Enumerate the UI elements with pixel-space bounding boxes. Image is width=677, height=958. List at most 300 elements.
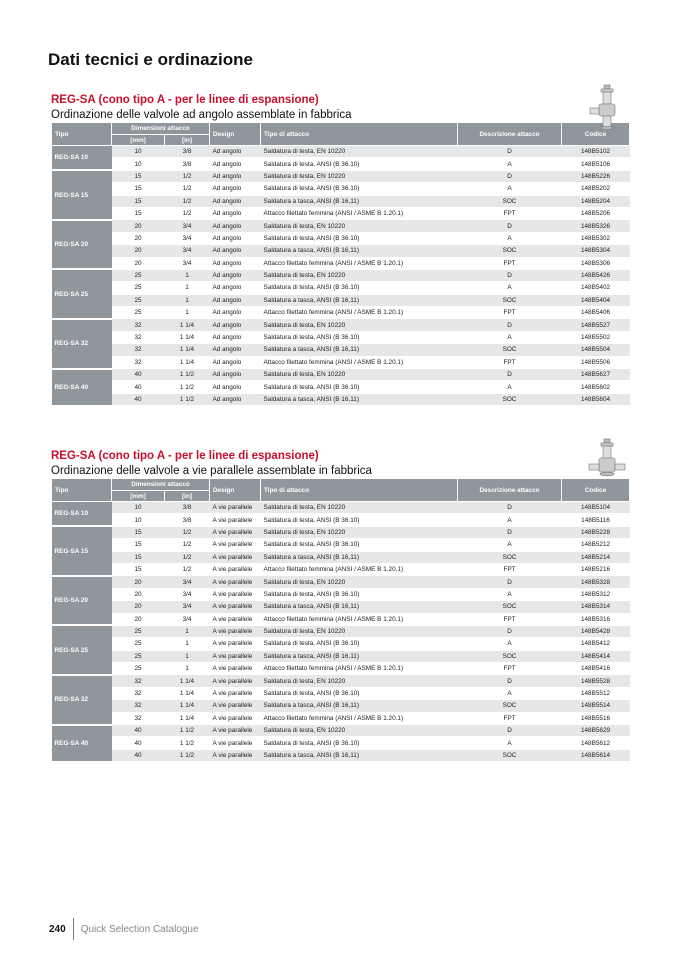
table-row	[52, 245, 630, 257]
col-header-design: Design	[210, 479, 261, 502]
tipo-attacco-cell: Saldatura di testa, ANSI (B 36.10)	[261, 183, 458, 195]
table-row	[52, 269, 630, 281]
codice-cell: 148B5302	[562, 232, 630, 244]
descrizione-cell: FPT	[458, 307, 562, 319]
in-cell: 1 1/4	[165, 700, 210, 712]
table-row	[52, 331, 630, 343]
in-cell: 3/4	[165, 576, 210, 588]
codice-cell: 148B5406	[562, 307, 630, 319]
in-cell: 1 1/4	[165, 319, 210, 331]
descrizione-cell: SOC	[458, 294, 562, 306]
design-cell: Ad angolo	[210, 381, 261, 393]
codice-cell: 148B5426	[562, 269, 630, 281]
descrizione-cell: D	[458, 675, 562, 687]
tipo-attacco-cell: Saldatura di testa, EN 10220	[261, 319, 458, 331]
col-header-tipo-attacco: Tipo di attacco	[261, 479, 458, 502]
mm-cell: 15	[112, 539, 165, 551]
design-cell: A vie parallele	[210, 638, 261, 650]
descrizione-cell: FPT	[458, 613, 562, 625]
codice-cell: 148B5314	[562, 601, 630, 613]
codice-cell: 148B5512	[562, 687, 630, 699]
in-cell: 1/2	[165, 539, 210, 551]
mm-cell: 25	[112, 638, 165, 650]
design-cell: A vie parallele	[210, 650, 261, 662]
tipo-attacco-cell: Saldatura di testa, ANSI (B 36.10)	[261, 158, 458, 170]
in-cell: 1 1/2	[165, 381, 210, 393]
table-row	[52, 381, 630, 393]
descrizione-cell: FPT	[458, 563, 562, 575]
tipo-attacco-cell: Saldatura a tasca, ANSI (B 16,11)	[261, 195, 458, 207]
codice-cell: 148B5116	[562, 514, 630, 526]
tipo-attacco-cell: Attacco filettato femmina (ANSI / ASME B 1.20.1)	[261, 356, 458, 368]
design-cell: A vie parallele	[210, 514, 261, 526]
group-type-cell: REG-SA 40	[52, 369, 112, 406]
in-cell: 1 1/2	[165, 725, 210, 737]
group-type-cell: REG-SA 32	[52, 319, 112, 369]
descrizione-cell: D	[458, 319, 562, 331]
codice-cell: 148B5226	[562, 170, 630, 182]
group-type-cell: REG-SA 20	[52, 576, 112, 626]
design-cell: A vie parallele	[210, 576, 261, 588]
descrizione-cell: D	[458, 269, 562, 281]
descrizione-cell: SOC	[458, 195, 562, 207]
table-row	[52, 369, 630, 381]
in-cell: 1	[165, 650, 210, 662]
codice-cell: 148B5402	[562, 282, 630, 294]
mm-cell: 20	[112, 576, 165, 588]
mm-cell: 15	[112, 551, 165, 563]
in-cell: 1 1/2	[165, 393, 210, 405]
tipo-attacco-cell: Saldatura di testa, EN 10220	[261, 725, 458, 737]
table-row	[52, 650, 630, 662]
mm-cell: 25	[112, 625, 165, 637]
mm-cell: 32	[112, 331, 165, 343]
table-row	[52, 625, 630, 637]
table-row	[52, 307, 630, 319]
design-cell: Ad angolo	[210, 369, 261, 381]
mm-cell: 15	[112, 207, 165, 219]
tipo-attacco-cell: Saldatura di testa, ANSI (B 36.10)	[261, 381, 458, 393]
page-number: 240	[49, 923, 66, 935]
table-row	[52, 749, 630, 761]
tipo-attacco-cell: Saldatura di testa, EN 10220	[261, 675, 458, 687]
codice-cell: 148B5202	[562, 183, 630, 195]
design-cell: A vie parallele	[210, 712, 261, 724]
descrizione-cell: A	[458, 183, 562, 195]
tipo-attacco-cell: Saldatura a tasca, ANSI (B 16,11)	[261, 294, 458, 306]
design-cell: Ad angolo	[210, 195, 261, 207]
col-header-in: [in]	[165, 135, 210, 146]
design-cell: A vie parallele	[210, 675, 261, 687]
codice-cell: 148B5312	[562, 588, 630, 600]
table-row	[52, 356, 630, 368]
design-cell: A vie parallele	[210, 563, 261, 575]
group-type-cell: REG-SA 25	[52, 625, 112, 675]
mm-cell: 25	[112, 282, 165, 294]
tipo-attacco-cell: Attacco filettato femmina (ANSI / ASME B 1.20.1)	[261, 712, 458, 724]
codice-cell: 148B5204	[562, 195, 630, 207]
design-cell: A vie parallele	[210, 551, 261, 563]
table-row	[52, 675, 630, 687]
tipo-attacco-cell: Saldatura di testa, ANSI (B 36.10)	[261, 588, 458, 600]
table-row	[52, 687, 630, 699]
tipo-attacco-cell: Saldatura di testa, EN 10220	[261, 170, 458, 182]
table-row	[52, 588, 630, 600]
table-row	[52, 207, 630, 219]
table-row	[52, 700, 630, 712]
tipo-attacco-cell: Saldatura di testa, EN 10220	[261, 269, 458, 281]
codice-cell: 148B5404	[562, 294, 630, 306]
table-row	[52, 725, 630, 737]
parallel-valve-image	[585, 437, 629, 485]
mm-cell: 20	[112, 232, 165, 244]
codice-cell: 148B5412	[562, 638, 630, 650]
in-cell: 1 1/4	[165, 712, 210, 724]
table-row	[52, 146, 630, 158]
in-cell: 1	[165, 625, 210, 637]
codice-cell: 148B5306	[562, 257, 630, 269]
col-header-codice: Codice	[562, 123, 630, 146]
in-cell: 3/8	[165, 158, 210, 170]
in-cell: 3/4	[165, 245, 210, 257]
descrizione-cell: SOC	[458, 650, 562, 662]
codice-cell: 148B5627	[562, 369, 630, 381]
tipo-attacco-cell: Saldatura a tasca, ANSI (B 16,11)	[261, 601, 458, 613]
mm-cell: 25	[112, 663, 165, 675]
mm-cell: 10	[112, 146, 165, 158]
design-cell: A vie parallele	[210, 725, 261, 737]
descrizione-cell: SOC	[458, 700, 562, 712]
tipo-attacco-cell: Saldatura di testa, ANSI (B 36.10)	[261, 282, 458, 294]
design-cell: A vie parallele	[210, 687, 261, 699]
col-header-mm: [mm]	[112, 135, 165, 146]
page-footer	[49, 918, 199, 940]
mm-cell: 15	[112, 170, 165, 182]
codice-cell: 148B5528	[562, 675, 630, 687]
group-type-cell: REG-SA 15	[52, 170, 112, 220]
descrizione-cell: D	[458, 170, 562, 182]
codice-cell: 148B5502	[562, 331, 630, 343]
design-cell: A vie parallele	[210, 625, 261, 637]
descrizione-cell: D	[458, 625, 562, 637]
col-header-design: Design	[210, 123, 261, 146]
descrizione-cell: A	[458, 514, 562, 526]
tipo-attacco-cell: Attacco filettato femmina (ANSI / ASME B 1.20.1)	[261, 307, 458, 319]
mm-cell: 40	[112, 381, 165, 393]
descrizione-cell: SOC	[458, 601, 562, 613]
group-type-cell: REG-SA 40	[52, 725, 112, 762]
in-cell: 1 1/4	[165, 687, 210, 699]
in-cell: 1 1/4	[165, 344, 210, 356]
parallel-valves-table	[51, 478, 630, 763]
table-row	[52, 183, 630, 195]
col-header-descrizione: Descrizione attacco	[458, 479, 562, 502]
descrizione-cell: A	[458, 539, 562, 551]
design-cell: A vie parallele	[210, 663, 261, 675]
in-cell: 1/2	[165, 207, 210, 219]
tipo-attacco-cell: Saldatura di testa, ANSI (B 36.10)	[261, 232, 458, 244]
descrizione-cell: D	[458, 502, 562, 514]
tipo-attacco-cell: Saldatura di testa, EN 10220	[261, 146, 458, 158]
codice-cell: 148B5228	[562, 526, 630, 538]
design-cell: Ad angolo	[210, 207, 261, 219]
codice-cell: 148B5206	[562, 207, 630, 219]
table-row	[52, 158, 630, 170]
design-cell: Ad angolo	[210, 146, 261, 158]
table-row	[52, 737, 630, 749]
codice-cell: 148B5428	[562, 625, 630, 637]
codice-cell: 148B5514	[562, 700, 630, 712]
table-row	[52, 539, 630, 551]
design-cell: Ad angolo	[210, 356, 261, 368]
tipo-attacco-cell: Saldatura di testa, ANSI (B 36.10)	[261, 539, 458, 551]
footer-divider	[73, 918, 74, 940]
tipo-attacco-cell: Saldatura di testa, EN 10220	[261, 502, 458, 514]
codice-cell: 148B5612	[562, 737, 630, 749]
table-row	[52, 220, 630, 232]
mm-cell: 20	[112, 601, 165, 613]
table-row	[52, 282, 630, 294]
tipo-attacco-cell: Saldatura a tasca, ANSI (B 16,11)	[261, 245, 458, 257]
table-row	[52, 613, 630, 625]
in-cell: 3/8	[165, 146, 210, 158]
tipo-attacco-cell: Saldatura di testa, EN 10220	[261, 369, 458, 381]
descrizione-cell: SOC	[458, 551, 562, 563]
mm-cell: 20	[112, 613, 165, 625]
mm-cell: 32	[112, 687, 165, 699]
design-cell: A vie parallele	[210, 502, 261, 514]
codice-cell: 148B5102	[562, 146, 630, 158]
in-cell: 1/2	[165, 526, 210, 538]
page-title: Dati tecnici e ordinazione	[48, 50, 253, 69]
in-cell: 3/4	[165, 588, 210, 600]
descrizione-cell: FPT	[458, 712, 562, 724]
in-cell: 1/2	[165, 551, 210, 563]
design-cell: A vie parallele	[210, 526, 261, 538]
codice-cell: 148B5326	[562, 220, 630, 232]
codice-cell: 148B5414	[562, 650, 630, 662]
in-cell: 1/2	[165, 563, 210, 575]
codice-cell: 148B5106	[562, 158, 630, 170]
design-cell: A vie parallele	[210, 601, 261, 613]
descrizione-cell: A	[458, 638, 562, 650]
codice-cell: 148B5104	[562, 502, 630, 514]
in-cell: 3/8	[165, 502, 210, 514]
tipo-attacco-cell: Saldatura di testa, ANSI (B 36.10)	[261, 514, 458, 526]
codice-cell: 148B5629	[562, 725, 630, 737]
codice-cell: 148B5516	[562, 712, 630, 724]
codice-cell: 148B5506	[562, 356, 630, 368]
in-cell: 1/2	[165, 183, 210, 195]
in-cell: 1/2	[165, 195, 210, 207]
in-cell: 1 1/2	[165, 369, 210, 381]
design-cell: Ad angolo	[210, 294, 261, 306]
descrizione-cell: FPT	[458, 356, 562, 368]
section-heading: REG-SA (cono tipo A - per le linee di espansione)	[51, 450, 319, 462]
descrizione-cell: A	[458, 331, 562, 343]
in-cell: 3/4	[165, 613, 210, 625]
tipo-attacco-cell: Attacco filettato femmina (ANSI / ASME B 1.20.1)	[261, 613, 458, 625]
descrizione-cell: SOC	[458, 344, 562, 356]
table-row	[52, 551, 630, 563]
table-row	[52, 576, 630, 588]
tipo-attacco-cell: Saldatura a tasca, ANSI (B 16,11)	[261, 700, 458, 712]
descrizione-cell: A	[458, 381, 562, 393]
in-cell: 3/4	[165, 257, 210, 269]
table-row	[52, 257, 630, 269]
table-row	[52, 638, 630, 650]
table-row	[52, 563, 630, 575]
design-cell: Ad angolo	[210, 393, 261, 405]
table-row	[52, 526, 630, 538]
descrizione-cell: FPT	[458, 663, 562, 675]
mm-cell: 15	[112, 526, 165, 538]
in-cell: 3/4	[165, 601, 210, 613]
in-cell: 1 1/4	[165, 356, 210, 368]
section-heading: REG-SA (cono tipo A - per le linee di espansione)	[51, 94, 319, 106]
codice-cell: 148B5614	[562, 749, 630, 761]
col-header-mm: [mm]	[112, 491, 165, 502]
col-header-dimensions: Dimensioni attacco	[112, 123, 210, 135]
design-cell: Ad angolo	[210, 183, 261, 195]
codice-cell: 148B5604	[562, 393, 630, 405]
codice-cell: 148B5527	[562, 319, 630, 331]
group-type-cell: REG-SA 10	[52, 502, 112, 527]
design-cell: Ad angolo	[210, 170, 261, 182]
mm-cell: 32	[112, 356, 165, 368]
tipo-attacco-cell: Saldatura di testa, EN 10220	[261, 220, 458, 232]
in-cell: 1 1/4	[165, 331, 210, 343]
design-cell: Ad angolo	[210, 245, 261, 257]
mm-cell: 15	[112, 563, 165, 575]
table-row	[52, 232, 630, 244]
col-header-codice: Codice	[562, 479, 630, 502]
in-cell: 1	[165, 282, 210, 294]
mm-cell: 10	[112, 514, 165, 526]
table-row	[52, 344, 630, 356]
tipo-attacco-cell: Saldatura di testa, ANSI (B 36.10)	[261, 331, 458, 343]
tipo-attacco-cell: Saldatura di testa, ANSI (B 36.10)	[261, 638, 458, 650]
mm-cell: 32	[112, 700, 165, 712]
parallel-valves-section	[51, 449, 629, 763]
design-cell: Ad angolo	[210, 158, 261, 170]
tipo-attacco-cell: Saldatura di testa, ANSI (B 36.10)	[261, 687, 458, 699]
col-header-tipo: Tipo	[52, 123, 112, 146]
mm-cell: 15	[112, 195, 165, 207]
tipo-attacco-cell: Saldatura a tasca, ANSI (B 16,11)	[261, 344, 458, 356]
table-row	[52, 514, 630, 526]
design-cell: Ad angolo	[210, 344, 261, 356]
mm-cell: 40	[112, 725, 165, 737]
tipo-attacco-cell: Saldatura di testa, EN 10220	[261, 526, 458, 538]
angle-valves-table	[51, 122, 630, 407]
group-type-cell: REG-SA 10	[52, 146, 112, 171]
tipo-attacco-cell: Saldatura a tasca, ANSI (B 16,11)	[261, 749, 458, 761]
tipo-attacco-cell: Attacco filettato femmina (ANSI / ASME B 1.20.1)	[261, 257, 458, 269]
table-row	[52, 502, 630, 514]
design-cell: A vie parallele	[210, 539, 261, 551]
tipo-attacco-cell: Saldatura a tasca, ANSI (B 16,11)	[261, 650, 458, 662]
table-row	[52, 170, 630, 182]
mm-cell: 25	[112, 294, 165, 306]
tipo-attacco-cell: Saldatura a tasca, ANSI (B 16,11)	[261, 393, 458, 405]
mm-cell: 40	[112, 737, 165, 749]
section-subheading: Ordinazione delle valvole a vie parallele assemblate in fabbrica	[51, 465, 372, 477]
codice-cell: 148B5214	[562, 551, 630, 563]
mm-cell: 10	[112, 158, 165, 170]
col-header-in: [in]	[165, 491, 210, 502]
group-type-cell: REG-SA 32	[52, 675, 112, 725]
mm-cell: 10	[112, 502, 165, 514]
mm-cell: 32	[112, 319, 165, 331]
design-cell: A vie parallele	[210, 700, 261, 712]
table-body	[52, 146, 630, 406]
descrizione-cell: FPT	[458, 257, 562, 269]
design-cell: A vie parallele	[210, 613, 261, 625]
in-cell: 1	[165, 638, 210, 650]
in-cell: 1	[165, 307, 210, 319]
table-row	[52, 195, 630, 207]
col-header-tipo: Tipo	[52, 479, 112, 502]
mm-cell: 40	[112, 369, 165, 381]
tipo-attacco-cell: Attacco filettato femmina (ANSI / ASME B 1.20.1)	[261, 207, 458, 219]
design-cell: A vie parallele	[210, 588, 261, 600]
descrizione-cell: A	[458, 588, 562, 600]
mm-cell: 20	[112, 245, 165, 257]
angle-valve-image	[585, 83, 629, 131]
descrizione-cell: D	[458, 576, 562, 588]
mm-cell: 25	[112, 269, 165, 281]
descrizione-cell: A	[458, 282, 562, 294]
design-cell: Ad angolo	[210, 269, 261, 281]
codice-cell: 148B5504	[562, 344, 630, 356]
design-cell: Ad angolo	[210, 282, 261, 294]
descrizione-cell: D	[458, 526, 562, 538]
in-cell: 3/8	[165, 514, 210, 526]
in-cell: 3/4	[165, 232, 210, 244]
design-cell: Ad angolo	[210, 319, 261, 331]
in-cell: 1	[165, 269, 210, 281]
mm-cell: 15	[112, 183, 165, 195]
mm-cell: 40	[112, 393, 165, 405]
in-cell: 3/4	[165, 220, 210, 232]
codice-cell: 148B5304	[562, 245, 630, 257]
col-header-tipo-attacco: Tipo di attacco	[261, 123, 458, 146]
group-type-cell: REG-SA 20	[52, 220, 112, 270]
tipo-attacco-cell: Saldatura di testa, EN 10220	[261, 576, 458, 588]
in-cell: 1 1/2	[165, 737, 210, 749]
mm-cell: 32	[112, 675, 165, 687]
codice-cell: 148B5416	[562, 663, 630, 675]
in-cell: 1	[165, 294, 210, 306]
descrizione-cell: D	[458, 369, 562, 381]
col-header-dimensions: Dimensioni attacco	[112, 479, 210, 491]
section-subheading: Ordinazione delle valvole ad angolo assemblate in fabbrica	[51, 109, 352, 121]
codice-cell: 148B5316	[562, 613, 630, 625]
descrizione-cell: A	[458, 737, 562, 749]
descrizione-cell: D	[458, 220, 562, 232]
table-row	[52, 601, 630, 613]
codice-cell: 148B5212	[562, 539, 630, 551]
design-cell: A vie parallele	[210, 749, 261, 761]
in-cell: 1 1/4	[165, 675, 210, 687]
descrizione-cell: D	[458, 146, 562, 158]
descrizione-cell: A	[458, 232, 562, 244]
mm-cell: 20	[112, 220, 165, 232]
mm-cell: 32	[112, 344, 165, 356]
codice-cell: 148B5216	[562, 563, 630, 575]
design-cell: Ad angolo	[210, 220, 261, 232]
